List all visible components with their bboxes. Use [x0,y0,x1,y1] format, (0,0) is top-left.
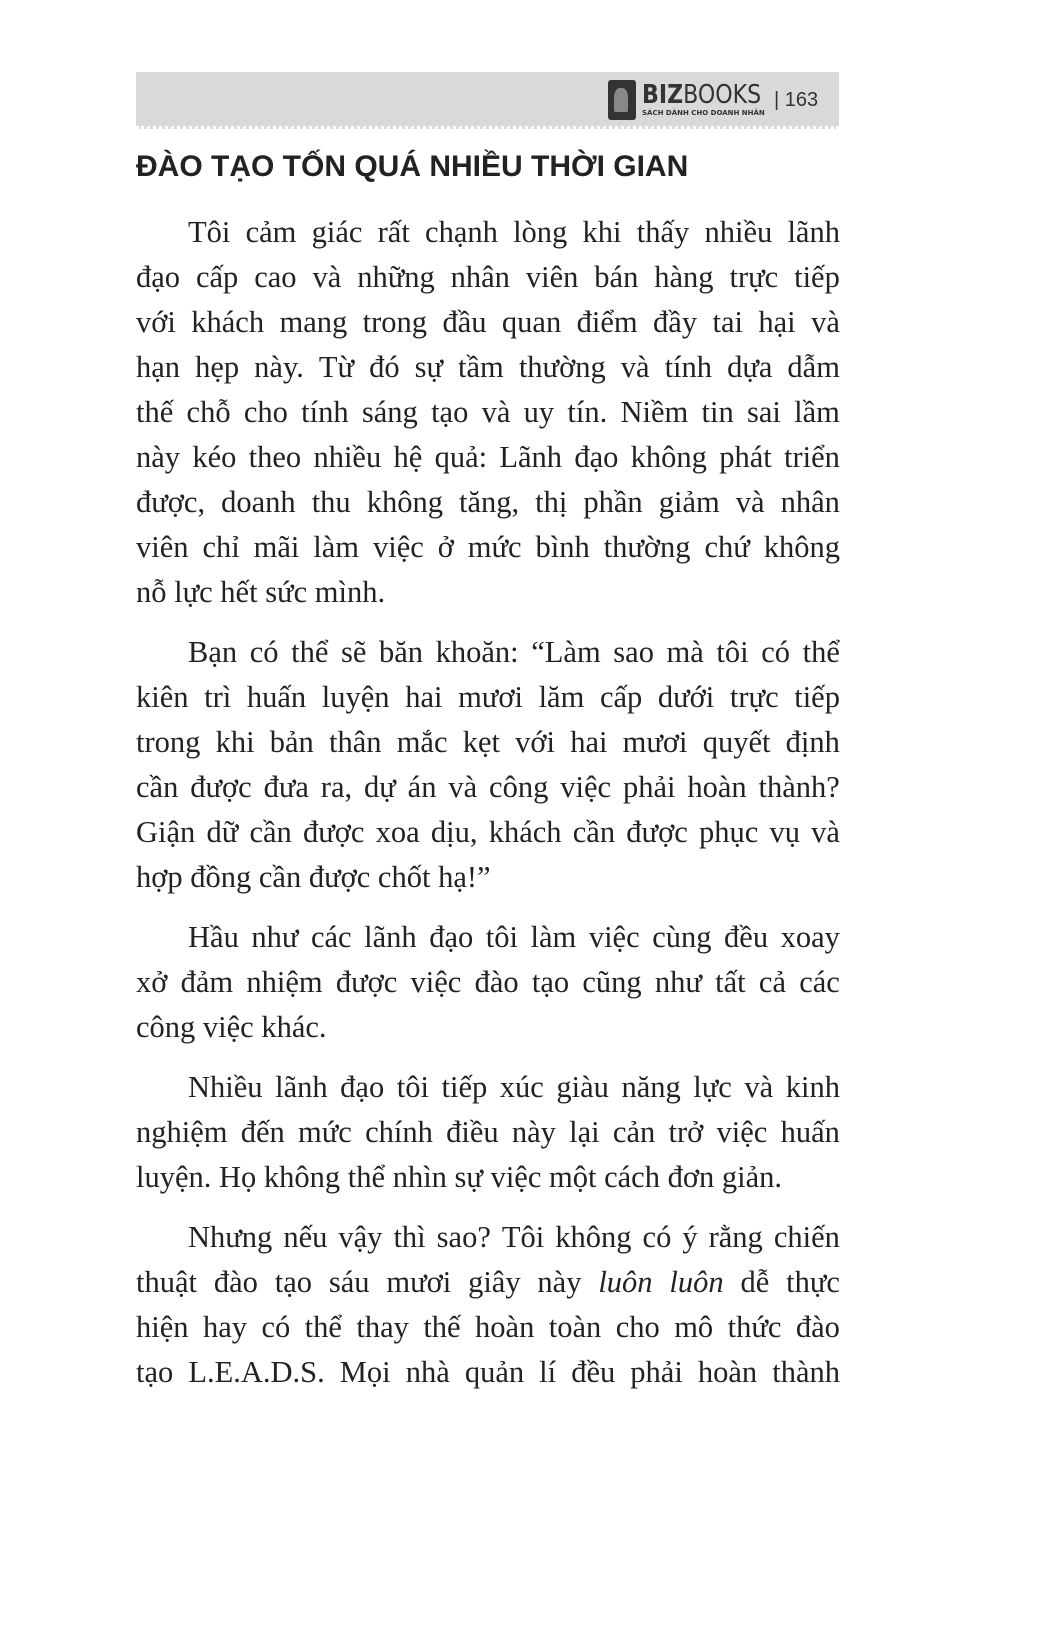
text-line: hiện hay có thể thay thế hoàn toàn cho mô thức đào [136,1310,840,1344]
text-line: thuật đào tạo sáu mươi giây này luôn luôn dễ thực [136,1265,840,1299]
text-line: tạo L.E.A.D.S. Mọi nhà quản lí đều phải hoàn thành [136,1355,840,1389]
text-line: thế chỗ cho tính sáng tạo và uy tín. Niềm tin sai lầm [136,395,840,429]
paragraph [136,915,840,1050]
text-line: Bạn có thể sẽ băn khoăn: “Làm sao mà tôi có thể [188,635,840,669]
text-line: xở đảm nhiệm được việc đào tạo cũng như tất cả các [136,965,840,999]
text-line: đạo cấp cao và những nhân viên bán hàng trực tiếp [136,260,840,294]
text-line: công việc khác. [136,1010,327,1044]
paragraph [136,1215,840,1395]
text-line: với khách mang trong đầu quan điểm đầy tai hại và [136,305,840,339]
brand-light: BOOKS [683,80,762,110]
page-number: | 163 [774,89,819,111]
text-line: luyện. Họ không thể nhìn sự việc một cách đơn giản. [136,1160,782,1194]
text-line: Tôi cảm giác rất chạnh lòng khi thấy nhiều lãnh [188,215,840,249]
text-line: Nhiều lãnh đạo tôi tiếp xúc giàu năng lực và kinh [188,1070,840,1104]
text-line: này kéo theo nhiều hệ quả: Lãnh đạo không phát triển [136,440,840,474]
text-line: kiên trì huấn luyện hai mươi lăm cấp dưới trực tiếp [136,680,840,714]
text-line: được, doanh thu không tăng, thị phần giảm và nhân [136,485,840,519]
brand-tagline: SÁCH DÀNH CHO DOANH NHÂN [642,109,765,117]
text-line: nỗ lực hết sức mình. [136,575,386,609]
body-text [136,210,840,1410]
page-header [136,72,839,129]
text-line: hợp đồng cần được chốt hạ!” [136,860,491,894]
text-line: hạn hẹp này. Từ đó sự tầm thường và tính dựa dẫm [136,350,840,384]
paragraph [136,210,840,615]
section-title: ĐÀO TẠO TỐN QUÁ NHIỀU THỜI GIAN [136,150,689,183]
paragraph [136,1065,840,1200]
text-line: Hầu như các lãnh đạo tôi làm việc cùng đều xoay [188,920,840,954]
text-line: Nhưng nếu vậy thì sao? Tôi không có ý rằng chiến [188,1220,840,1254]
text-line: cần được đưa ra, dự án và công việc phải hoàn thành? [136,770,840,804]
text-line: Giận dữ cần được xoa dịu, khách cần được phục vụ và [136,815,840,849]
text-line: nghiệm đến mức chính điều này lại cản trở việc huấn [136,1115,840,1149]
bizbooks-logo [608,80,782,120]
paragraph [136,630,840,900]
text-line: viên chỉ mãi làm việc ở mức bình thường chứ không [136,530,840,564]
logo-icon [608,80,636,120]
text-line: trong khi bản thân mắc kẹt với hai mươi quyết định [136,725,840,759]
brand-bold: BIZ [642,80,684,110]
